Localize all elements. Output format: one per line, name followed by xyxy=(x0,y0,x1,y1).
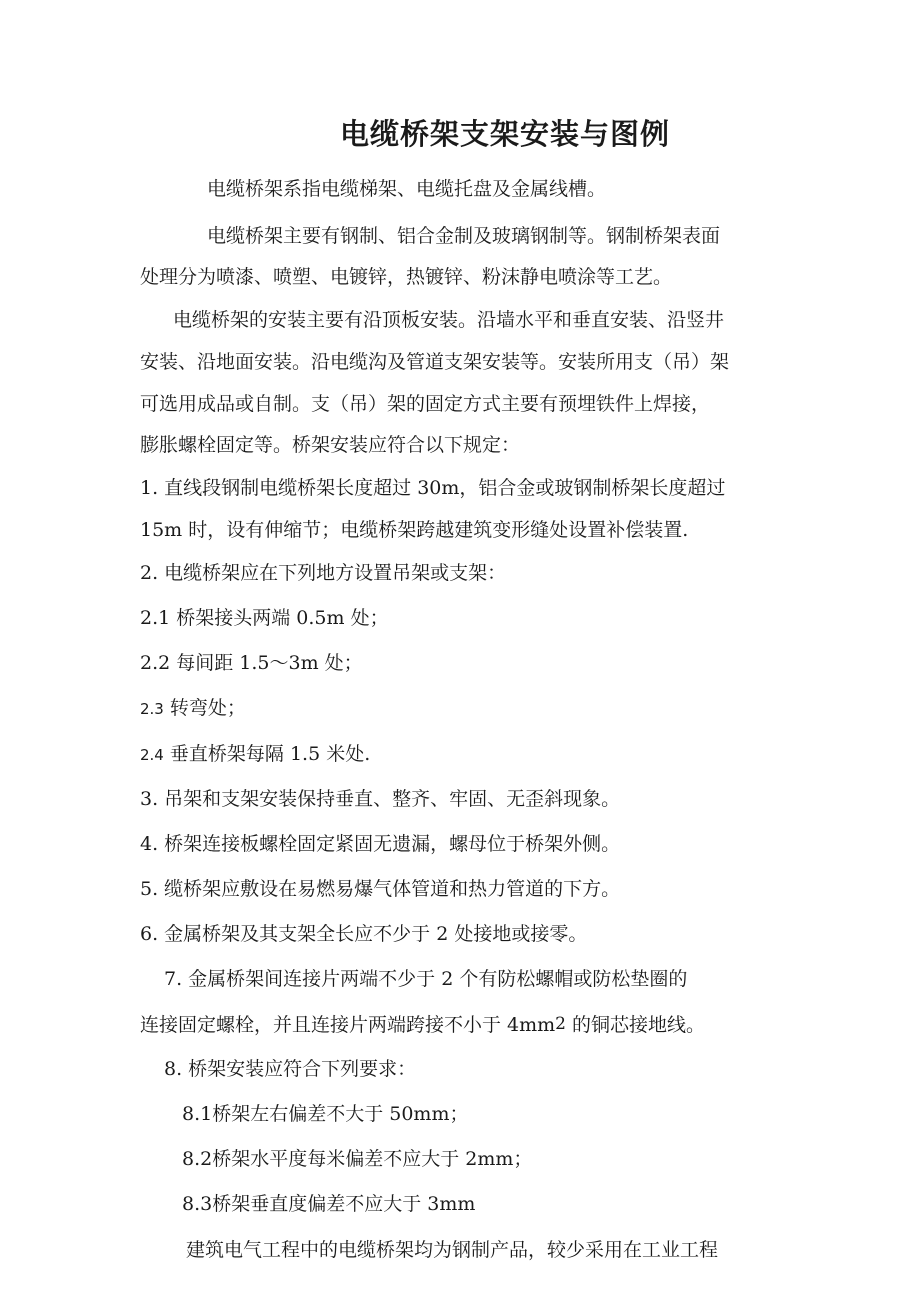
paragraph-line: 可选用成品或自制。支（吊）架的固定方式主要有预埋铁件上焊接， xyxy=(140,393,711,415)
list-text: 垂直桥架每隔 1.5 米处. xyxy=(163,743,371,765)
list-item: 4. 桥架连接板螺栓固定紧固无遗漏，螺母位于桥架外侧。 xyxy=(140,833,621,855)
list-item: 6. 金属桥架及其支架全长应不少于 2 处接地或接零。 xyxy=(140,923,588,945)
paragraph-line: 电缆桥架的安装主要有沿顶板安装。沿墙水平和垂直安装、沿竖井 xyxy=(173,309,725,331)
list-item: 15m 时，设有伸缩节；电缆桥架跨越建筑变形缝处设置补偿装置. xyxy=(140,519,689,541)
list-item: 3. 吊架和支架安装保持垂直、整齐、牢固、无歪斜现象。 xyxy=(140,788,621,810)
list-item xyxy=(140,1013,705,1038)
list-item: 1. 直线段钢制电缆桥架长度超过 30m，铝合金或玻钢制桥架长度超过 xyxy=(140,477,726,499)
list-text-tail: 的铜芯接地线。 xyxy=(566,1014,706,1036)
list-text: 转弯处； xyxy=(163,697,246,719)
paragraph-line: 处理分为喷漆、喷塑、电镀锌，热镀锌、粉沫静电喷涂等工艺。 xyxy=(140,266,673,288)
list-item: 5. 缆桥架应敷设在易燃易爆气体管道和热力管道的下方。 xyxy=(140,878,621,900)
list-item: 8.1桥架左右偏差不大于 50mm； xyxy=(182,1103,469,1125)
paragraph-line: 电缆桥架系指电缆梯架、电缆托盘及金属线槽。 xyxy=(207,178,607,200)
list-text: 连接固定螺栓，并且连接片两端跨接不小于 4mm xyxy=(140,1014,556,1036)
list-item: 2. 电缆桥架应在下列地方设置吊架或支架： xyxy=(140,562,507,584)
paragraph-line: 电缆桥架主要有钢制、铝合金制及玻璃钢制等。钢制桥架表面 xyxy=(207,225,721,247)
list-item: 2.1 桥架接头两端 0.5m 处； xyxy=(140,607,389,629)
list-number: 2.4 xyxy=(140,746,164,764)
superscript: 2 xyxy=(555,1014,566,1034)
paragraph-line: 膨胀螺栓固定等。桥架安装应符合以下规定： xyxy=(140,434,521,456)
list-item: 8. 桥架安装应符合下列要求： xyxy=(164,1058,417,1080)
list-item: 8.3桥架垂直度偏差不应大于 3mm xyxy=(182,1193,476,1215)
list-item: 7. 金属桥架间连接片两端不少于 2 个有防松螺帽或防松垫圈的 xyxy=(164,968,688,990)
paragraph-line: 建筑电气工程中的电缆桥架均为钢制产品，较少采用在工业工程 xyxy=(186,1239,719,1261)
paragraph-line: 安装、沿地面安装。沿电缆沟及管道支架安装等。安装所用支（吊）架 xyxy=(140,351,730,373)
list-item xyxy=(140,742,370,767)
document-title: 电缆桥架支架安装与图例 xyxy=(339,117,670,151)
list-item: 8.2桥架水平度每米偏差不应大于 2mm； xyxy=(182,1148,533,1170)
list-item xyxy=(140,696,246,721)
list-number: 2.3 xyxy=(140,700,164,718)
list-item: 2.2 每间距 1.5～3m 处； xyxy=(140,652,363,674)
